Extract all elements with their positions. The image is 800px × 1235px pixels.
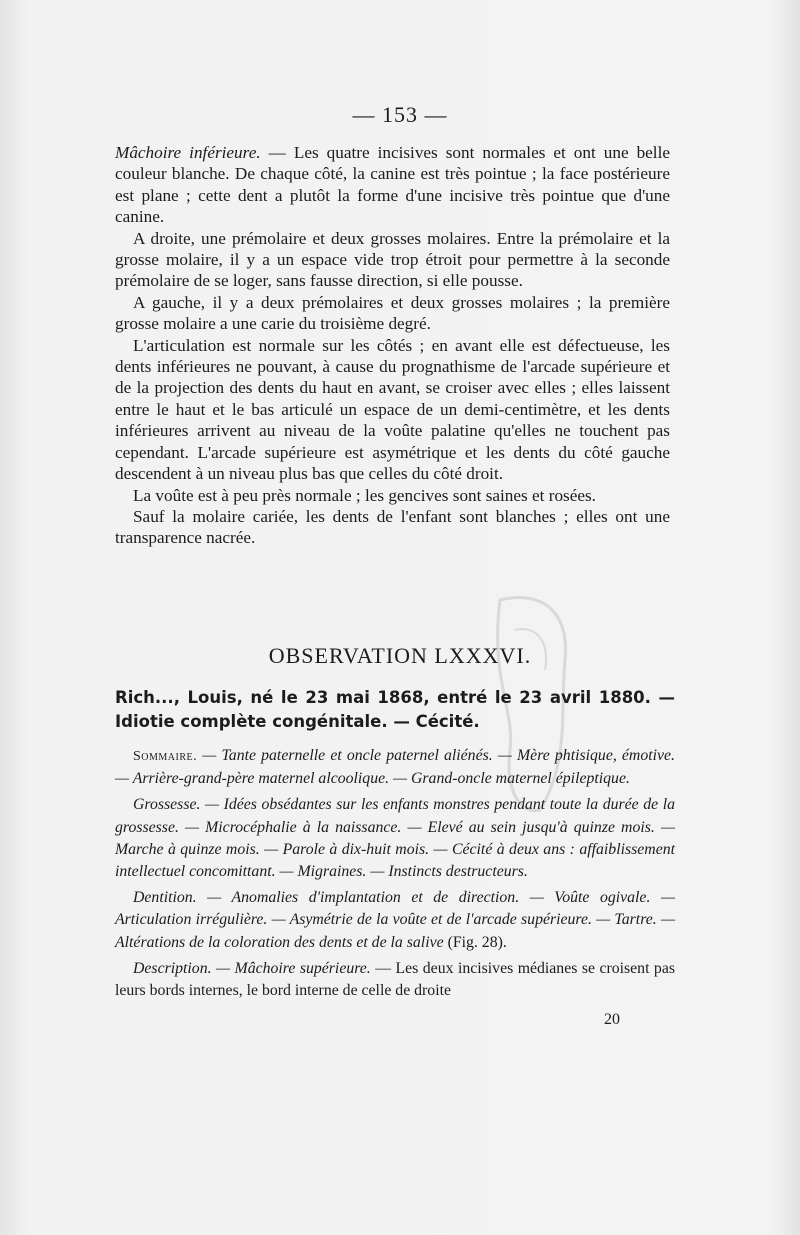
paragraph-right-side: A droite, une prémolaire et deux grosses molaires. Entre la prémolaire et la grosse molaire, il y a un espace vide trop étroit pour permettre à la seconde prémolaire de se loger, sans fausse direction, si elle pousse. — [115, 228, 670, 291]
dentition-text: Dentition. — Anomalies d'implantation et de direction. — Voûte ogivale. — Articulation irrégulière. — Asymétrie de la voûte et de l'arcade supérieure. — Tartre. — Altérations de la coloration des dents et de la salive — [115, 889, 675, 951]
paragraph-left-side: A gauche, il y a deux prémolaires et deux grosses molaires ; la première grosse molaire a une carie du troisième degré. — [115, 292, 670, 334]
description-lead: Description. — [133, 959, 212, 977]
pregnancy-paragraph: Grossesse. — Idées obsédantes sur les enfants monstres pendant toute la durée de la grossesse. — Microcéphalie à la naissance. — Elevé au sein jusqu'à quinze mois. — Marche à quinze mois. — Parole à dix-huit mois. — Cécité à deux ans : affaiblissement intellectuel concomittant. — Migraines. — Instincts destructeurs. — [115, 796, 675, 881]
page-number: — 153 — — [352, 102, 448, 127]
paragraph-colour: Sauf la molaire cariée, les dents de l'enfant sont blanches ; elles ont une transparence nacrée. — [115, 506, 670, 548]
summary-block — [115, 745, 675, 1002]
observation-subtitle: Rich..., Louis, né le 23 mai 1868, entré le 23 avril 1880. — Idiotie complète congénitale. — Cécité. — [115, 688, 675, 731]
description-paragraph — [115, 958, 675, 1002]
paragraph-lead: Mâchoire inférieure. — [115, 143, 261, 162]
summary-paragraph — [115, 745, 675, 790]
observation-title: OBSERVATION LXXXVI. — [268, 643, 532, 668]
main-text — [115, 142, 670, 549]
dentition-paragraph — [115, 887, 675, 954]
paragraph-vault: La voûte est à peu près normale ; les gencives sont saines et rosées. — [133, 485, 596, 505]
paragraph-articulation: L'articulation est normale sur les côtés ; en avant elle est défectueuse, les dents inférieures ne pouvant, à cause du prognathisme de l'arcade supérieure et de la projection des dents du haut en avant, se croiser avec elles ; elles laissent entre le haut et le bas articulé un espace de un demi-centimètre, et les dents inférieures arrivent au niveau de la voûte palatine qu'elles ne touchent pas cependant. L'arcade supérieure est asymétrique et les dents du côté gauche descendent à un niveau plus bas que celles du côté droit. — [115, 335, 670, 484]
summary-text: — Tante paternelle et oncle paternel aliénés. — Mère phtisique, émotive. — Arrière-grand-père maternel alcoolique. — Grand-oncle maternel épileptique. — [115, 747, 675, 788]
paragraph-lower-jaw — [115, 142, 670, 228]
signature-mark: 20 — [604, 1011, 620, 1028]
summary-label: Sommaire. — [133, 749, 198, 764]
description-sub: — Mâchoire supérieure. — [211, 959, 371, 977]
paragraph-text: — Les quatre incisives sont normales et ont une belle couleur blanche. De chaque côté, la canine est très pointue ; la face postérieure est plane ; cette dent a plutôt la forme d'une incisive très pointue que d'une canine. — [115, 143, 670, 227]
figure-reference: (Fig. 28). — [447, 933, 507, 951]
description-text: — Les deux incisives médianes se croisent pas leurs bords internes, le bord interne de celle de droite — [115, 959, 675, 1000]
